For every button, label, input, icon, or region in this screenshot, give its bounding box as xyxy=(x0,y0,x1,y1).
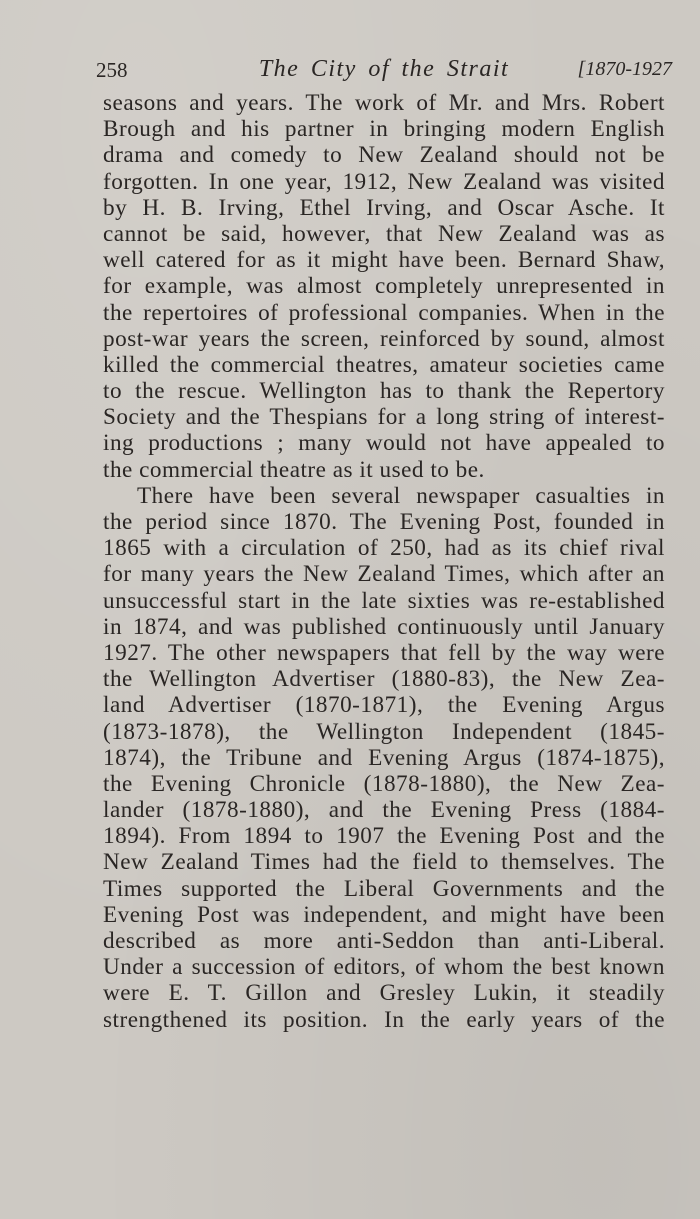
text-line: ing productions ; many would not have appealed to xyxy=(103,430,665,457)
page-number: 258 xyxy=(96,58,128,82)
text-line: killed the commercial theatres, amateur societies came xyxy=(103,351,665,378)
text-line: Brough and his partner in bringing modern English xyxy=(103,116,665,143)
text-line: post-war years the screen, reinforced by sound, almost xyxy=(103,325,665,352)
text-line: (1873-1878), the Wellington Independent (1845- xyxy=(103,718,665,745)
text-line: drama and comedy to New Zealand should not be xyxy=(103,142,665,169)
text-line: in 1874, and was published continuously until January xyxy=(103,613,665,640)
text-line: the period since 1870. The Evening Post, founded in xyxy=(103,509,665,535)
text-line: to the rescue. Wellington has to thank the Repertory xyxy=(103,378,665,405)
text-line: were E. T. Gillon and Gresley Lukin, it steadily xyxy=(103,980,665,1007)
text-line: by H. B. Irving, Ethel Irving, and Oscar Asche. It xyxy=(103,194,665,221)
text-line: Times supported the Liberal Governments and the xyxy=(103,875,665,902)
paragraph-last-line: the commercial theatre as it used to be. xyxy=(103,456,485,483)
text-line: unsuccessful start in the late sixties was re-established xyxy=(103,587,665,614)
text-line: cannot be said, however, that New Zealand was as xyxy=(103,220,665,247)
running-head xyxy=(96,56,672,90)
text-line: the repertoires of professional companies. When in the xyxy=(103,299,665,326)
text-line: described as more anti-Seddon than anti-Liberal. xyxy=(103,928,665,954)
text-line: Under a succession of editors, of whom the best known xyxy=(103,954,665,981)
text-line: well catered for as it might have been. Bernard Shaw, xyxy=(103,247,665,274)
text-line: the Wellington Advertiser (1880-83), the New Zea- xyxy=(103,666,665,693)
text-line: 1874), the Tribune and Evening Argus (1874-1875), xyxy=(103,744,665,771)
text-line: New Zealand Times had the field to themselves. The xyxy=(103,849,665,876)
text-line: 1865 with a circulation of 250, had as its chief rival xyxy=(103,535,665,562)
paragraph-first-line: There have been several newspaper casualties in xyxy=(137,482,665,509)
text-line: 1894). From 1894 to 1907 the Evening Post and the xyxy=(103,823,665,850)
body-text xyxy=(103,90,665,1033)
text-line: forgotten. In one year, 1912, New Zealand was visited xyxy=(103,168,665,195)
text-line: Society and the Thespians for a long string of interest- xyxy=(103,404,665,431)
text-line: 1927. The other newspapers that fell by the way were xyxy=(103,639,665,666)
text-line: for example, was almost completely unrepresented in xyxy=(103,273,665,300)
text-line: Evening Post was independent, and might have been xyxy=(103,901,665,928)
text-line: strengthened its position. In the early years of the xyxy=(103,1006,665,1033)
date-range: [1870-1927 xyxy=(577,58,672,80)
running-title: The City of the Strait xyxy=(258,56,510,82)
text-line: land Advertiser (1870-1871), the Evening Argus xyxy=(103,692,665,719)
text-line: the Evening Chronicle (1878-1880), the New Zea- xyxy=(103,770,665,797)
text-line: lander (1878-1880), and the Evening Press (1884- xyxy=(103,797,665,824)
text-line: for many years the New Zealand Times, which after an xyxy=(103,561,665,588)
text-line: seasons and years. The work of Mr. and Mrs. Robert xyxy=(103,90,665,116)
